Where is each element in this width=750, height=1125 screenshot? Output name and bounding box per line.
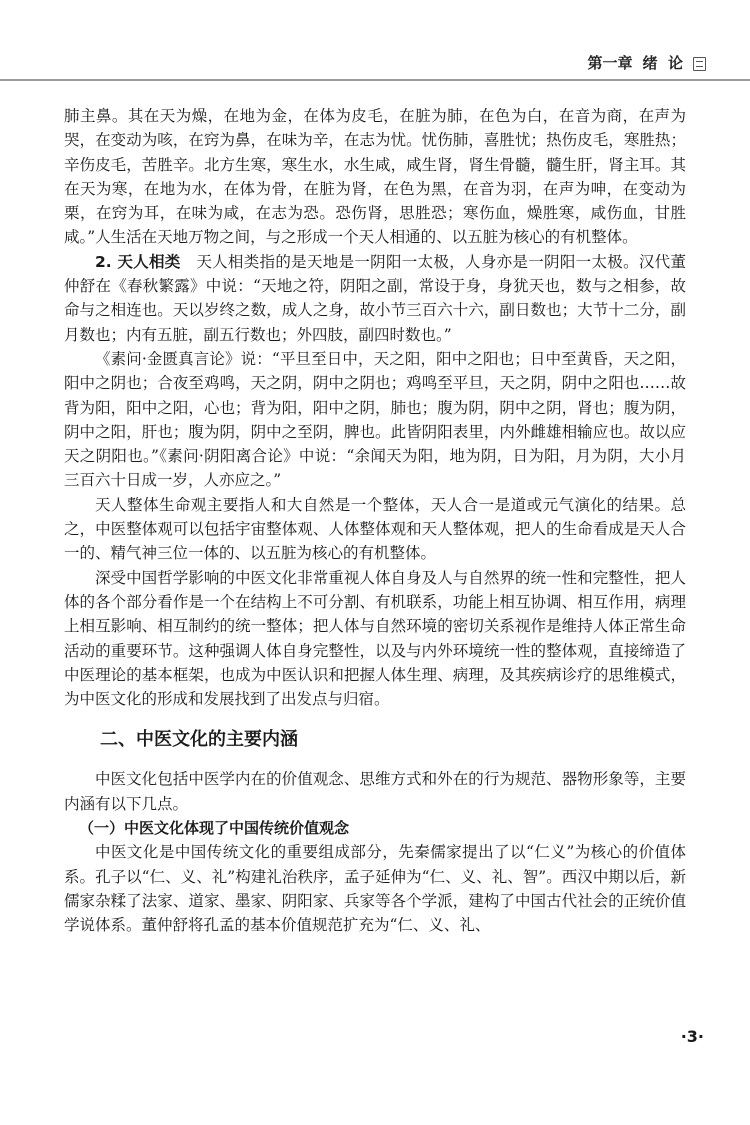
- paragraph-7: 中医文化是中国传统文化的重要组成部分，先秦儒家提出了以“仁义”为核心的价值体系。孔子以“仁、义、礼”构建礼治秩序，孟子延伸为“仁、义、礼、智”。西汉中期以后，新儒家杂糅了法家、道家、墨家、阴阳家、兵家等各个学派，建构了中国古代社会的正统价值学说体系。董仲舒将孔孟的基本价值规范扩充为“仁、义、礼、: [64, 843, 686, 935]
- section-label-tianren-xianglei: 2. 天人相类: [95, 252, 181, 271]
- book-icon: [693, 57, 706, 71]
- section-heading: 二、中医文化的主要内涵: [100, 729, 298, 751]
- paragraph-3: 《素问·金匮真言论》说：“平旦至日中，天之阳，阳中之阳也；日中至黄昏，天之阳，阳中之阴也；合夜至鸡鸣，天之阴，阴中之阴也；鸡鸣至平旦，天之阴，阴中之阳也……故背为阳，阳中之阳，心也；背为阳，阳中之阴，肺也；腹为阴，阴中之阴，肾也；腹为阴，阴中之阳，肝也；腹为阴，阴中之至阴，脾也。此皆阴阳表里，内外雌雄相输应也。故以应天之阴阳也。”《素问·阴阳离合论》中说：“余闻天为阳，地为阴，日为阳，月为阴，大小月三百六十日成一岁，人亦应之。”: [64, 349, 686, 490]
- page-number: ·3·: [680, 1027, 704, 1046]
- page-body: [64, 104, 686, 938]
- paragraph-6: 中医文化包括中医学内在的价值观念、思维方式和外在的行为规范、器物形象等，主要内涵有以下几点。: [64, 770, 686, 813]
- paragraph-2-text: 天人相类指的是天地是一阴阳一太极，人身亦是一阴阳一太极。汉代董仲舒在《春秋繁露》中说：“天地之符，阴阳之副，常设于身，身犹天也，数与之相参，故命与之相连也。天以岁终之数，成人之身，故小节三百六十六，副日数也；大节十二分，副月数也；内有五脏，副五行数也；外四肢，副四时数也。”: [64, 252, 686, 344]
- chapter-label: 第一章: [587, 54, 633, 72]
- paragraph-5: 深受中国哲学影响的中医文化非常重视人体自身及人与自然界的统一性和完整性，把人体的各个部分看作是一个在结构上不可分割、有机联系，功能上相互协调、相互作用，病理上相互影响、相互制约的统一整体；把人体与自然环境的密切关系视作是维持人体正常生命活动的重要环节。这种强调人体自身完整性，以及与内外环境统一性的整体观，直接缔造了中医理论的基本框架，也成为中医认识和把握人体生理、病理，及其疾病诊疗的思维模式，为中医文化的形成和发展找到了出发点与归宿。: [64, 568, 686, 709]
- subsection-heading: （一）中医文化体现了中国传统价值观念: [79, 819, 350, 838]
- chapter-title: 绪 论: [642, 54, 683, 72]
- paragraph-4: 天人整体生命观主要指人和大自然是一个整体，天人合一是道或元气演化的结果。总之，中医整体观可以包括宇宙整体观、人体整体观和天人整体观，把人的生命看成是天人合一的、精气神三位一体的、以五脏为核心的有机整体。: [64, 495, 686, 563]
- paragraph-1: 肺主鼻。其在天为燥，在地为金，在体为皮毛，在脏为肺，在色为白，在音为商，在声为哭，在变动为咳，在窍为鼻，在味为辛，在志为忧。忧伤肺，喜胜忧；热伤皮毛，寒胜热；辛伤皮毛，苦胜辛。北方生寒，寒生水，水生咸，咸生肾，肾生骨髓，髓生肝，肾主耳。其在天为寒，在地为水，在体为骨，在脏为肾，在色为黑，在音为羽，在声为呻，在变动为栗，在窍为耳，在味为咸，在志为恐。恐伤肾，思胜恐；寒伤血，燥胜寒，咸伤血，甘胜咸。”人生活在天地万物之间，与之形成一个天人相通的、以五脏为核心的有机整体。: [64, 107, 686, 247]
- running-header: [588, 52, 706, 73]
- paragraph-2: [64, 250, 686, 347]
- header-rule: [0, 79, 750, 81]
